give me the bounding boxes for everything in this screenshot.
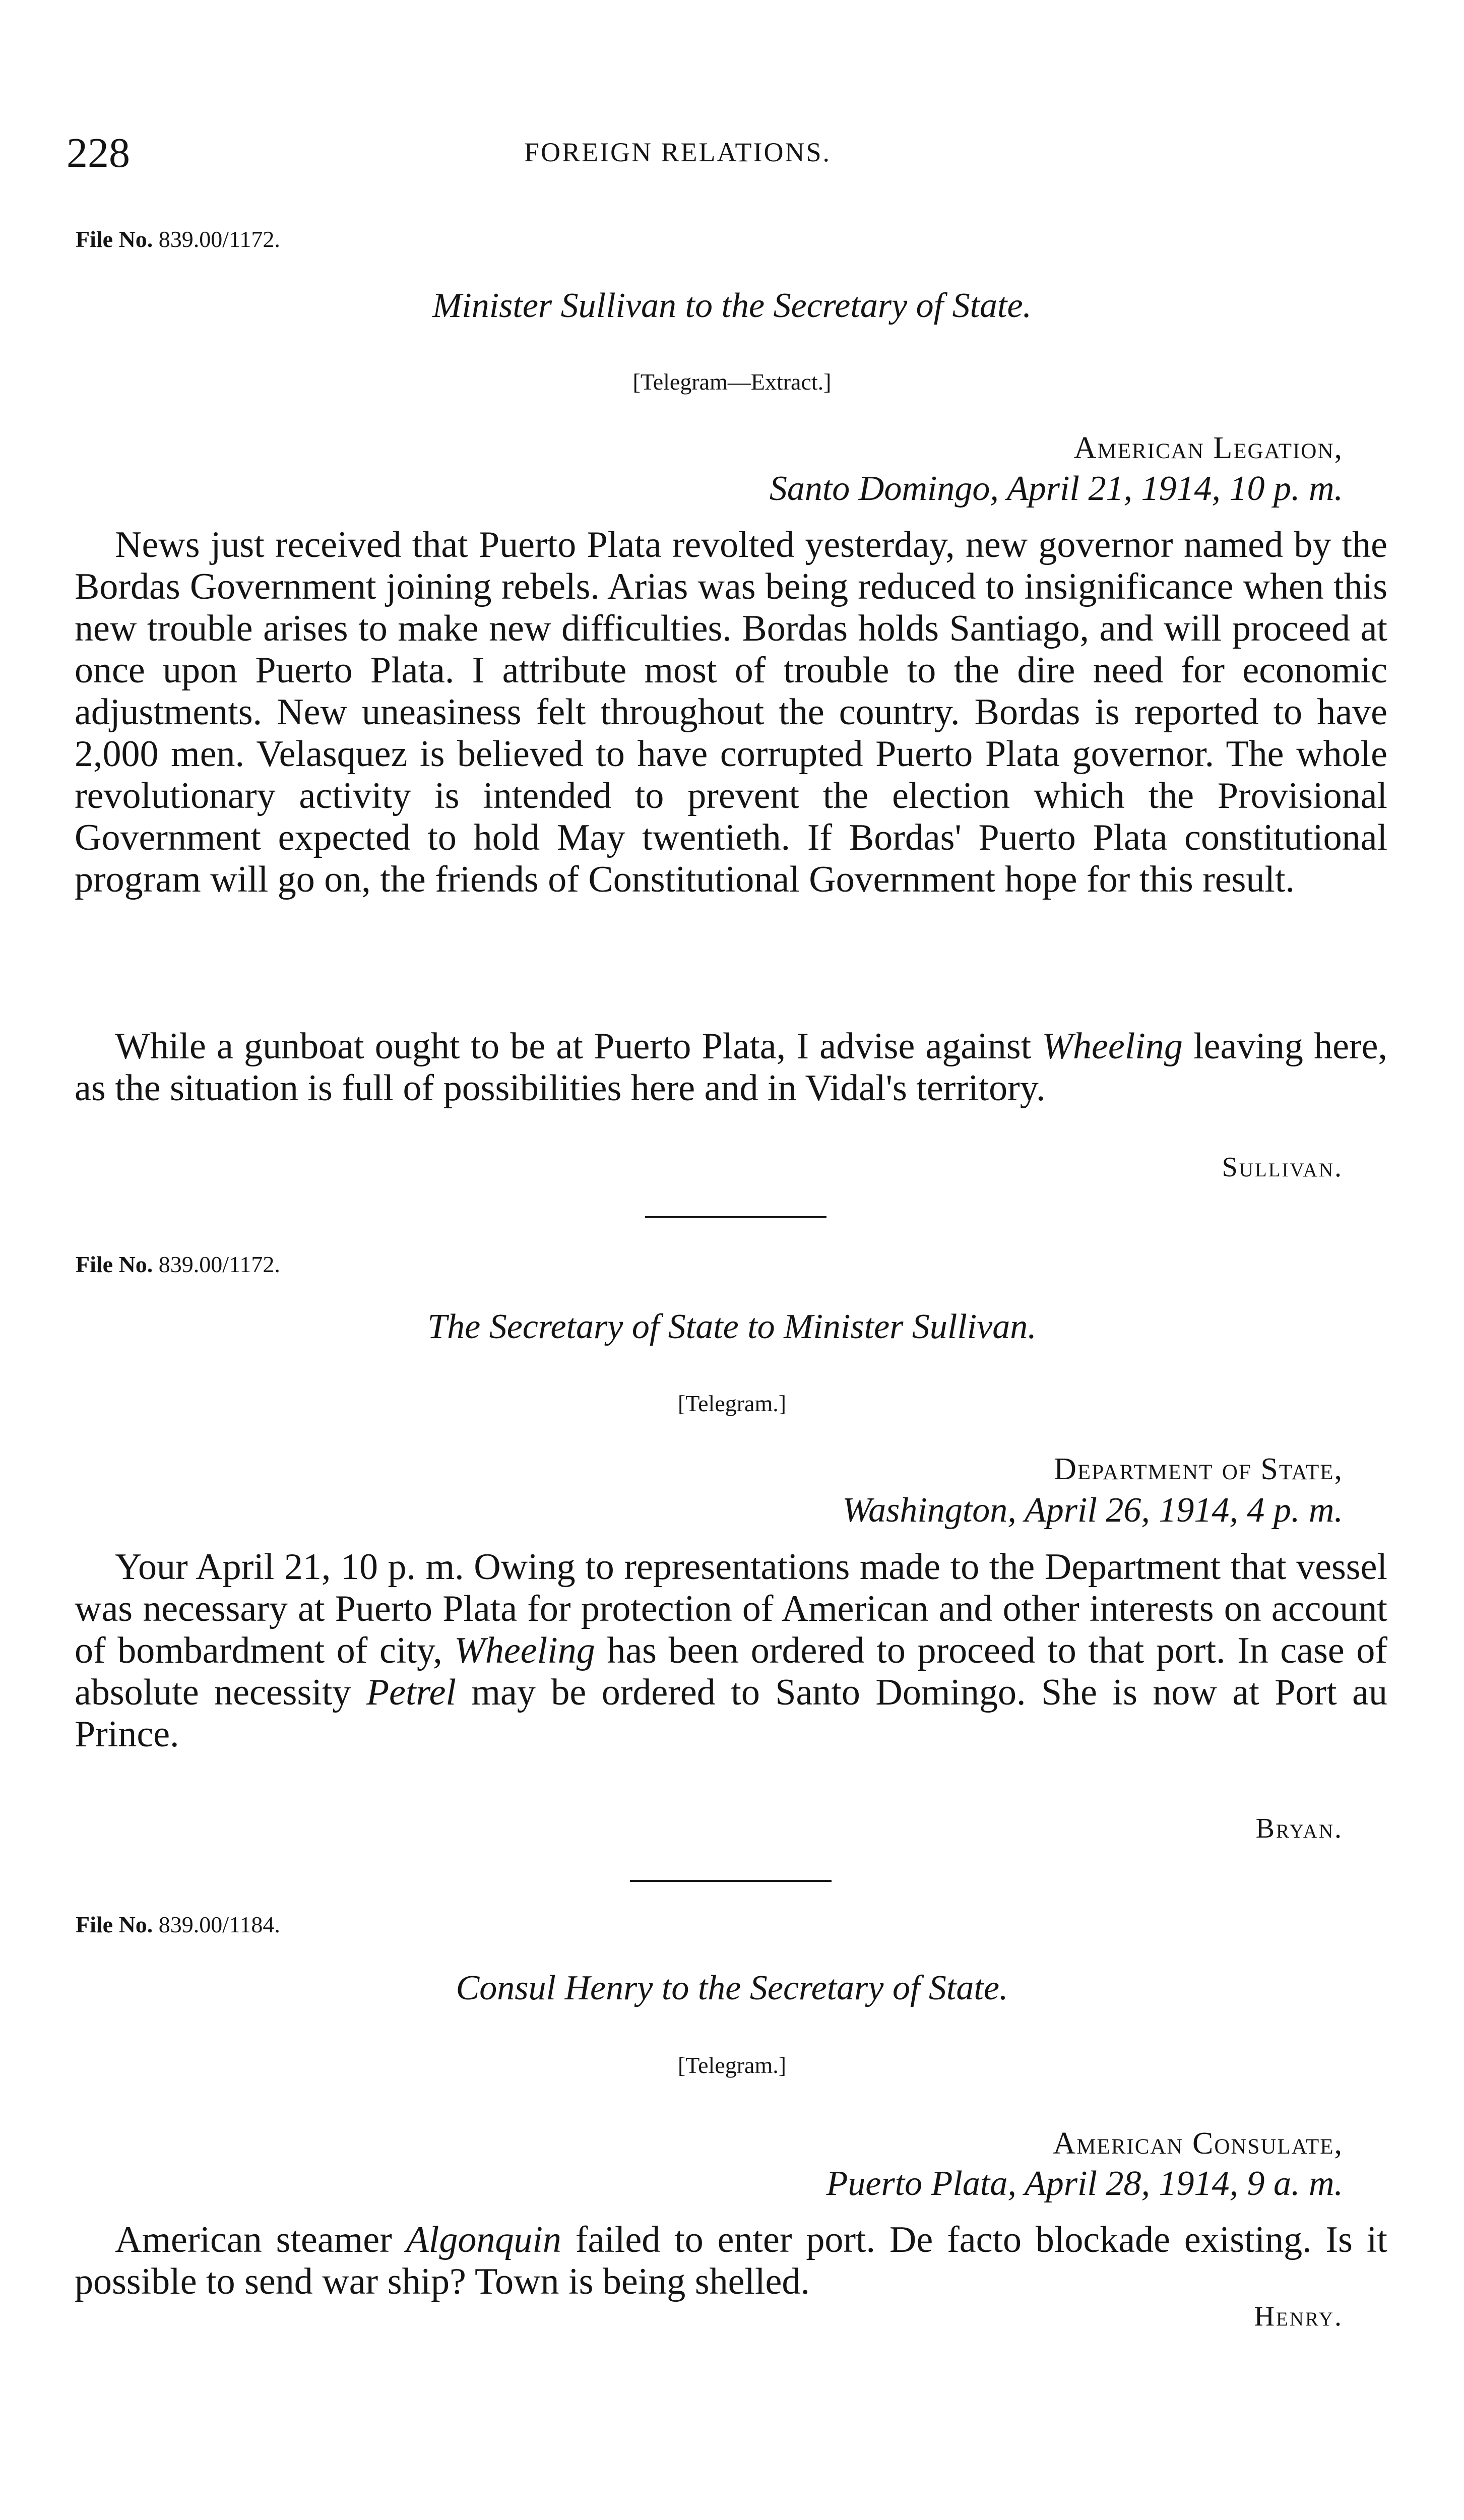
message-body-3	[75, 2219, 1387, 2303]
message-text: Your April 21, 10 p. m. Owing to representations made to the Department that vessel was necessary at Puerto Plata for protection of American and other interests on account of bombardment of city,	[75, 1546, 1387, 1671]
telegram-tag-1: [Telegram—Extract.]	[632, 369, 832, 395]
signature-1: Sullivan.	[1222, 1152, 1343, 1183]
file-id: 839.00/1172.	[158, 1251, 280, 1277]
message-text: While a gunboat ought to be at Puerto Plata, I advise against	[115, 1026, 1042, 1067]
ship-name: Petrel	[366, 1672, 456, 1713]
place-date-3: Puerto Plata, April 28, 1914, 9 a. m.	[826, 2164, 1343, 2203]
signature-2: Bryan.	[1255, 1813, 1343, 1844]
document-heading-1: Minister Sullivan to the Secretary of State.	[432, 286, 1032, 325]
page-number: 228	[67, 130, 130, 176]
ship-name: Wheeling	[1042, 1026, 1183, 1067]
message-text: failed to enter port. De facto blockade existing. Is it possible to send war ship? Town is being shelled.	[75, 2219, 1387, 2302]
document-heading-3: Consul Henry to the Secretary of State.	[456, 1969, 1008, 2007]
place-date-1: Santo Domingo, April 21, 1914, 10 p. m.	[769, 469, 1343, 508]
file-id: 839.00/1172.	[158, 226, 280, 252]
file-id: 839.00/1184.	[158, 1912, 280, 1937]
message-text: News just received that Puerto Plata revolted yesterday, new governor named by the Bordas Government joining rebels. Arias was being reduced to insignificance when this new trouble arises to make new difficulties. Bordas holds Santiago, and will proceed at once upon Puerto Plata. I attribute most of trouble to the dire need for economic adjustments. New uneasiness felt throughout the country. Bordas is reported to have 2,000 men. Velasquez is believed to have corrupted Puerto Plata governor. The whole revolutionary activity is intended to prevent the election which the Provisional Government expected to hold May twentieth. If Bordas' Puerto Plata constitutional program will go on, the friends of Constitutional Government hope for this result.	[75, 524, 1387, 900]
ship-name: Wheeling	[454, 1630, 595, 1671]
message-text: may be ordered to Santo Domingo. She is now at Port au Prince.	[75, 1672, 1388, 1755]
file-number-2	[76, 1253, 280, 1276]
telegram-tag-2: [Telegram.]	[677, 1391, 787, 1416]
message-text: American steamer	[115, 2219, 406, 2260]
message-body-2	[75, 1546, 1387, 1755]
origin-2: Department of State,	[1054, 1452, 1343, 1486]
message-text: has been ordered to proceed to that port. In case of absolute necessity	[75, 1630, 1387, 1713]
file-label: File No.	[76, 1251, 153, 1277]
running-title: FOREIGN RELATIONS.	[524, 137, 832, 167]
message-text: leaving here, as the situation is full of possibilities here and in Vidal's territory.	[75, 1026, 1388, 1109]
ship-name: Algonquin	[406, 2219, 561, 2260]
origin-1: American Legation,	[1073, 431, 1343, 465]
section-divider-2	[630, 1880, 832, 1882]
origin-3: American Consulate,	[1053, 2126, 1343, 2161]
file-label: File No.	[76, 226, 153, 252]
signature-3: Henry.	[1254, 2301, 1343, 2332]
telegram-tag-3: [Telegram.]	[677, 2052, 787, 2078]
file-number-1	[76, 228, 280, 251]
place-date-2: Washington, April 26, 1914, 4 p. m.	[842, 1491, 1343, 1530]
section-divider-1	[645, 1216, 826, 1218]
message-body-1b	[75, 1026, 1387, 1109]
document-heading-2: The Secretary of State to Minister Sullivan.	[427, 1307, 1037, 1346]
message-body-1	[75, 524, 1387, 901]
file-label: File No.	[76, 1912, 153, 1937]
file-number-3	[76, 1913, 280, 1936]
